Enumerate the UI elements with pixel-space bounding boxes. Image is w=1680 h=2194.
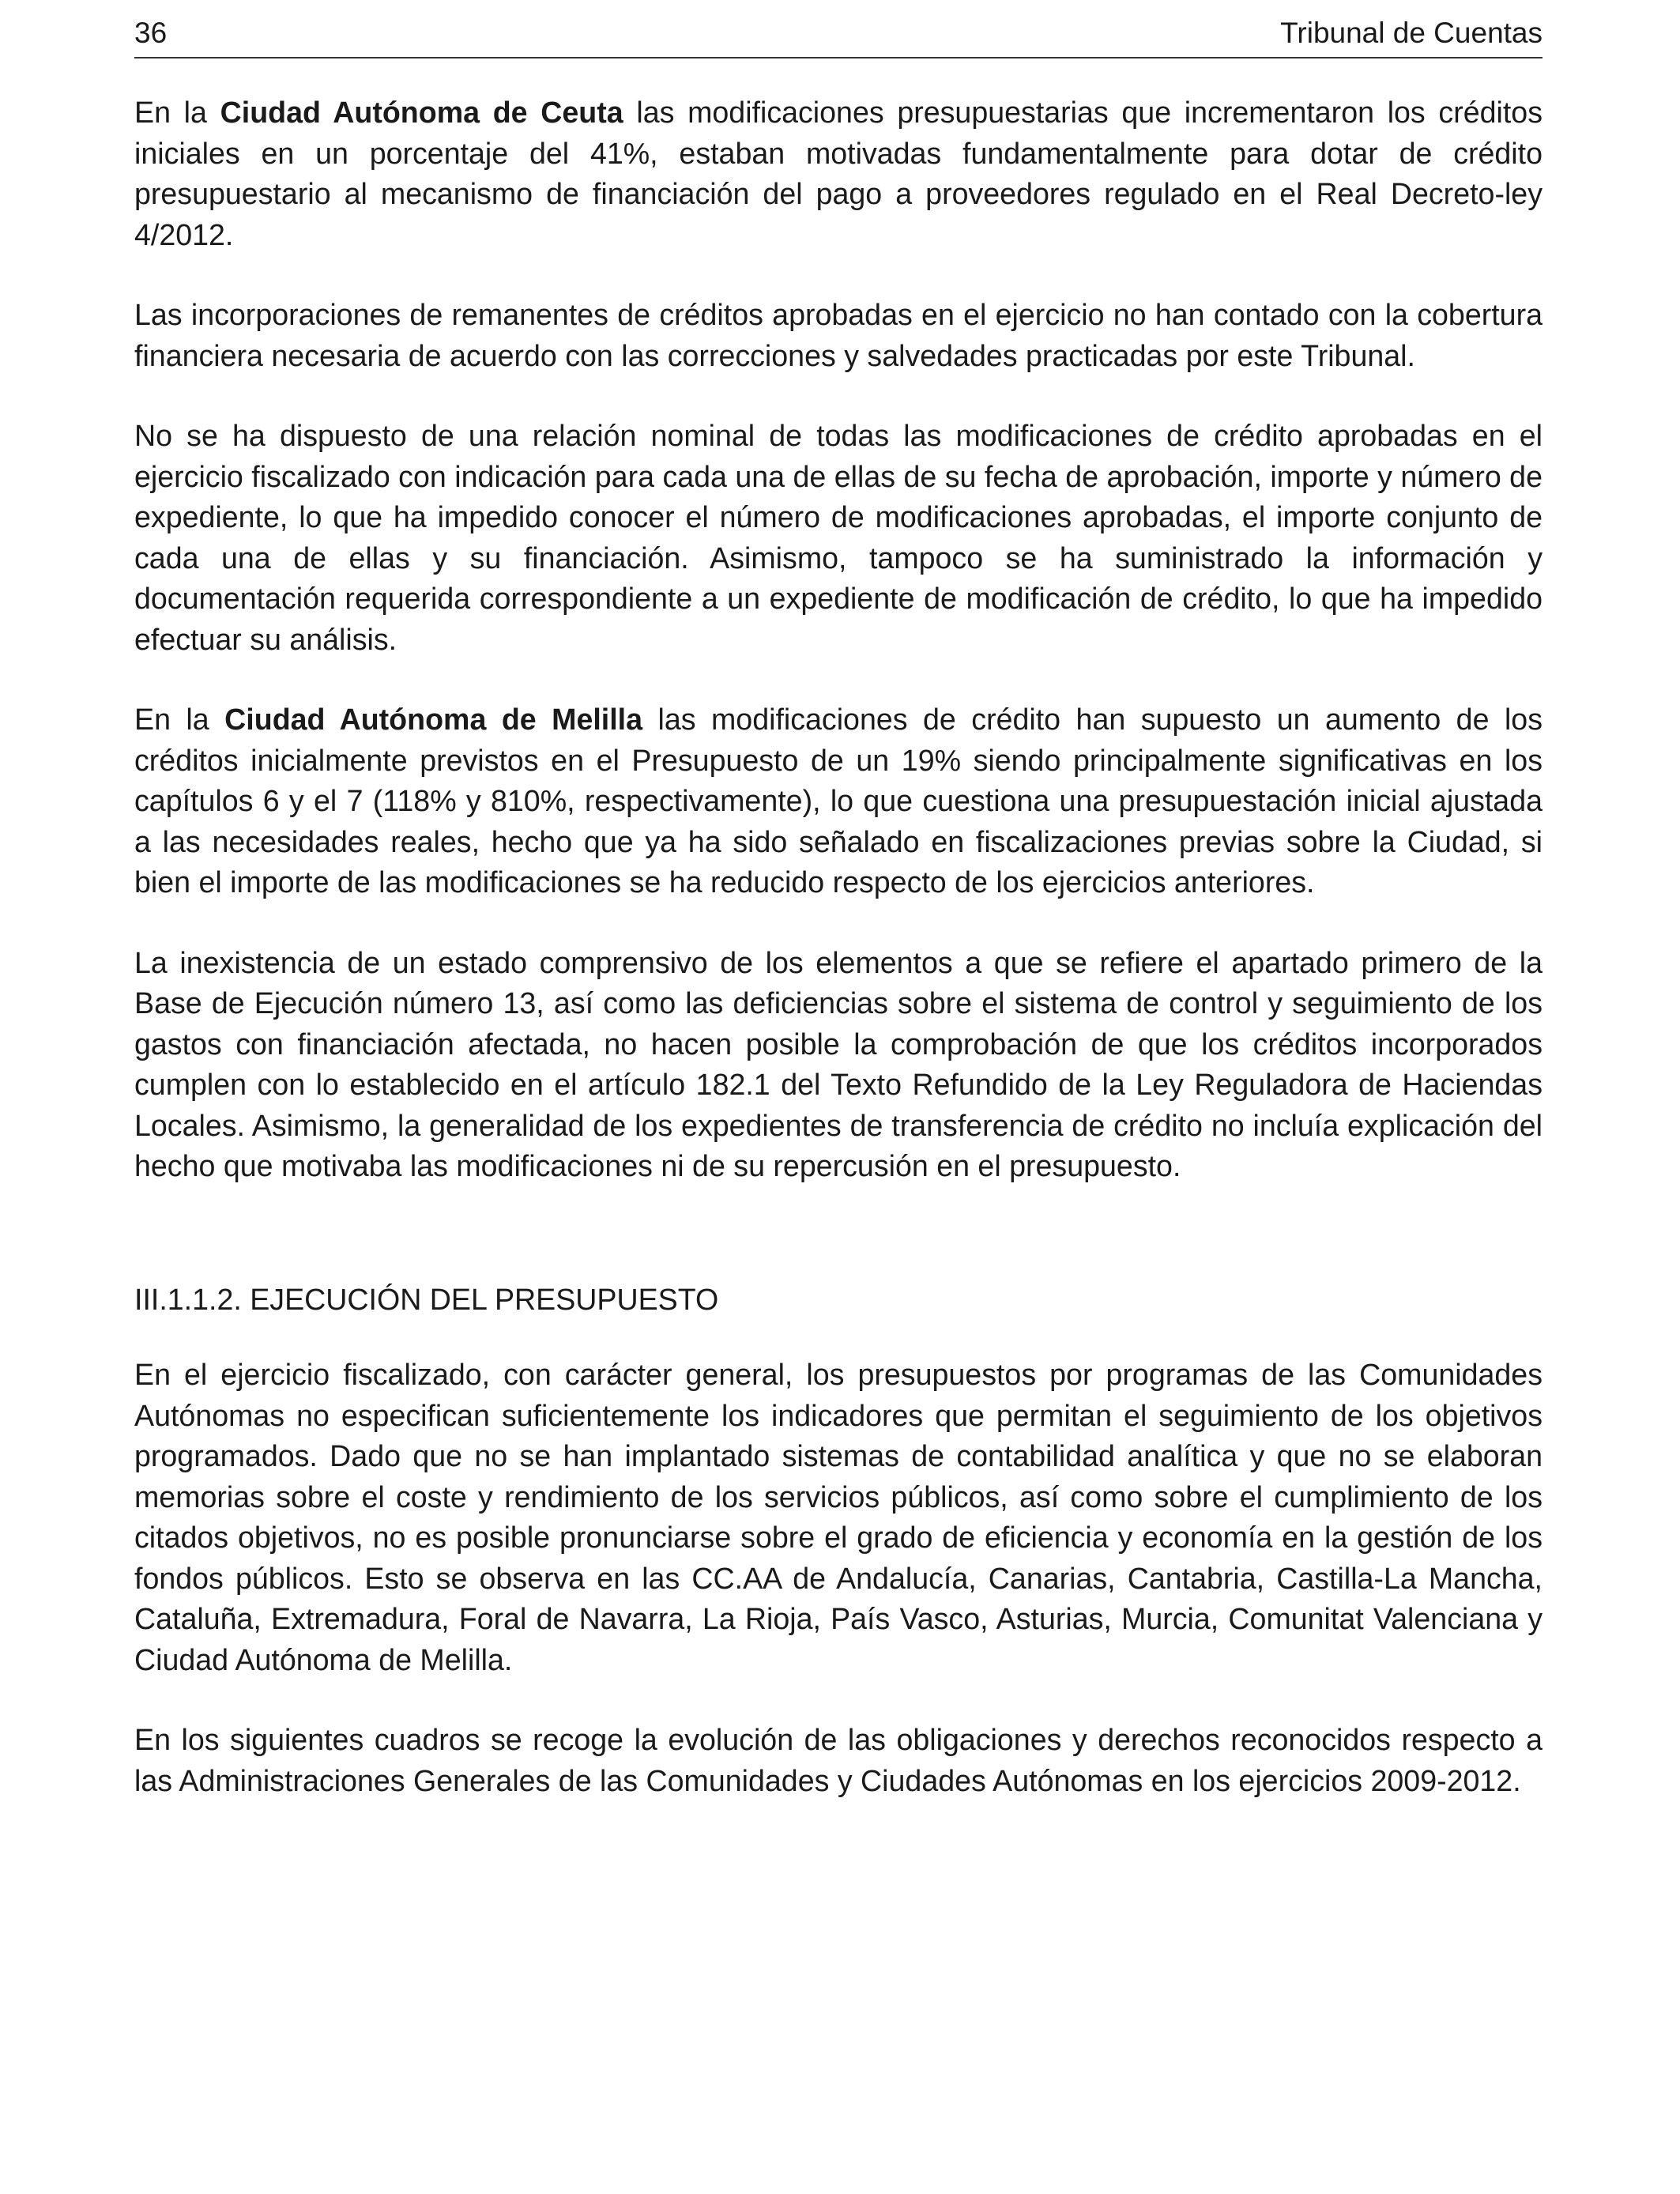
paragraph-remanentes: Las incorporaciones de remanentes de créditos aprobadas en el ejercicio no han contado con la cobertura financiera necesaria de acuerdo con las correcciones y salvedades practicadas por este Tribunal.	[134, 298, 1543, 372]
paragraph-ejecucion: En el ejercicio fiscalizado, con carácter general, los presupuestos por programas de las Comunidades Autónomas no especifican suficientemente los indicadores que permitan el seguimiento de los objetivos programados. Dado que no se han implantado sistemas de contabilidad analítica y que no se elaboran memorias sobre el coste y rendimiento de los servicios públicos, así como sobre el cumplimiento de los citados objetivos, no es posible pronunciarse sobre el grado de eficiencia y economía en la gestión de los fondos públicos. Esto se observa en las CC.AA de Andalucía, Canarias, Cantabria, Castilla-La Mancha, Cataluña, Extremadura, Foral de Navarra, La Rioja, País Vasco, Asturias, Murcia, Comunitat Valenciana y Ciudad Autónoma de Melilla.	[134, 1358, 1543, 1676]
melilla-bold-name: Ciudad Autónoma de Melilla	[224, 703, 643, 736]
paragraph-ceuta-lead: En la	[134, 96, 220, 129]
ceuta-bold-name: Ciudad Autónoma de Ceuta	[220, 96, 623, 129]
section-heading: III.1.1.2. EJECUCIÓN DEL PRESUPUESTO	[134, 1282, 719, 1316]
header-title: Tribunal de Cuentas	[1280, 17, 1543, 49]
document-body	[134, 92, 1543, 1841]
paragraph-cuadros: En los siguientes cuadros se recoge la evolución de las obligaciones y derechos reconocidos respecto a las Administraciones Generales de las Comunidades y Ciudades Autónomas en los ejercicios 2009-2012.	[134, 1723, 1543, 1797]
paragraph-ceuta	[134, 92, 1543, 255]
page-number: 36	[134, 17, 168, 49]
running-header	[134, 14, 1543, 58]
paragraph-relacion-nominal: No se ha dispuesto de una relación nominal de todas las modificaciones de crédito aprobadas en el ejercicio fiscalizado con indicación para cada una de ellas de su fecha de aprobación, importe y número de expediente, lo que ha impedido conocer el número de modificaciones aprobadas, el importe conjunto de cada una de ellas y su financiación. Asimismo, tampoco se ha suministrado la información y documentación requerida correspondiente a un expediente de modificación de crédito, lo que ha impedido efectuar su análisis.	[134, 419, 1543, 656]
paragraph-melilla-text: las modificaciones de crédito han supuesto un aumento de los créditos inicialmente previstos en el Presupuesto de un 19% siendo principalmente significativas en los capítulos 6 y el 7 (118% y 810%, respectivamente), lo que cuestiona una presupuestación inicial ajustada a las necesidades reales, hecho que ya ha sido señalado en fiscalizaciones previas sobre la Ciudad, si bien el importe de las modificaciones se ha reducido respecto de los ejercicios anteriores.	[134, 703, 1543, 899]
paragraph-ceuta-text: las modificaciones presupuestarias que incrementaron los créditos iniciales en un porcentaje del 41%, estaban motivadas fundamentalmente para dotar de crédito presupuestario al mecanismo de financiación del pago a proveedores regulado en el Real Decreto-ley 4/2012.	[134, 96, 1543, 251]
paragraph-melilla-lead: En la	[134, 703, 225, 736]
paragraph-base-ejecucion: La inexistencia de un estado comprensivo de los elementos a que se refiere el apartado primero de la Base de Ejecución número 13, así como las deficiencias sobre el sistema de control y seguimiento de los gastos con financiación afectada, no hacen posible la comprobación de que los créditos incorporados cumplen con lo establecido en el artículo 182.1 del Texto Refundido de la Ley Reguladora de Haciendas Locales. Asimismo, la generalidad de los expedientes de transferencia de crédito no incluía explicación del hecho que motivaba las modificaciones ni de su repercusión en el presupuesto.	[134, 945, 1543, 1182]
paragraph-melilla	[134, 699, 1543, 903]
